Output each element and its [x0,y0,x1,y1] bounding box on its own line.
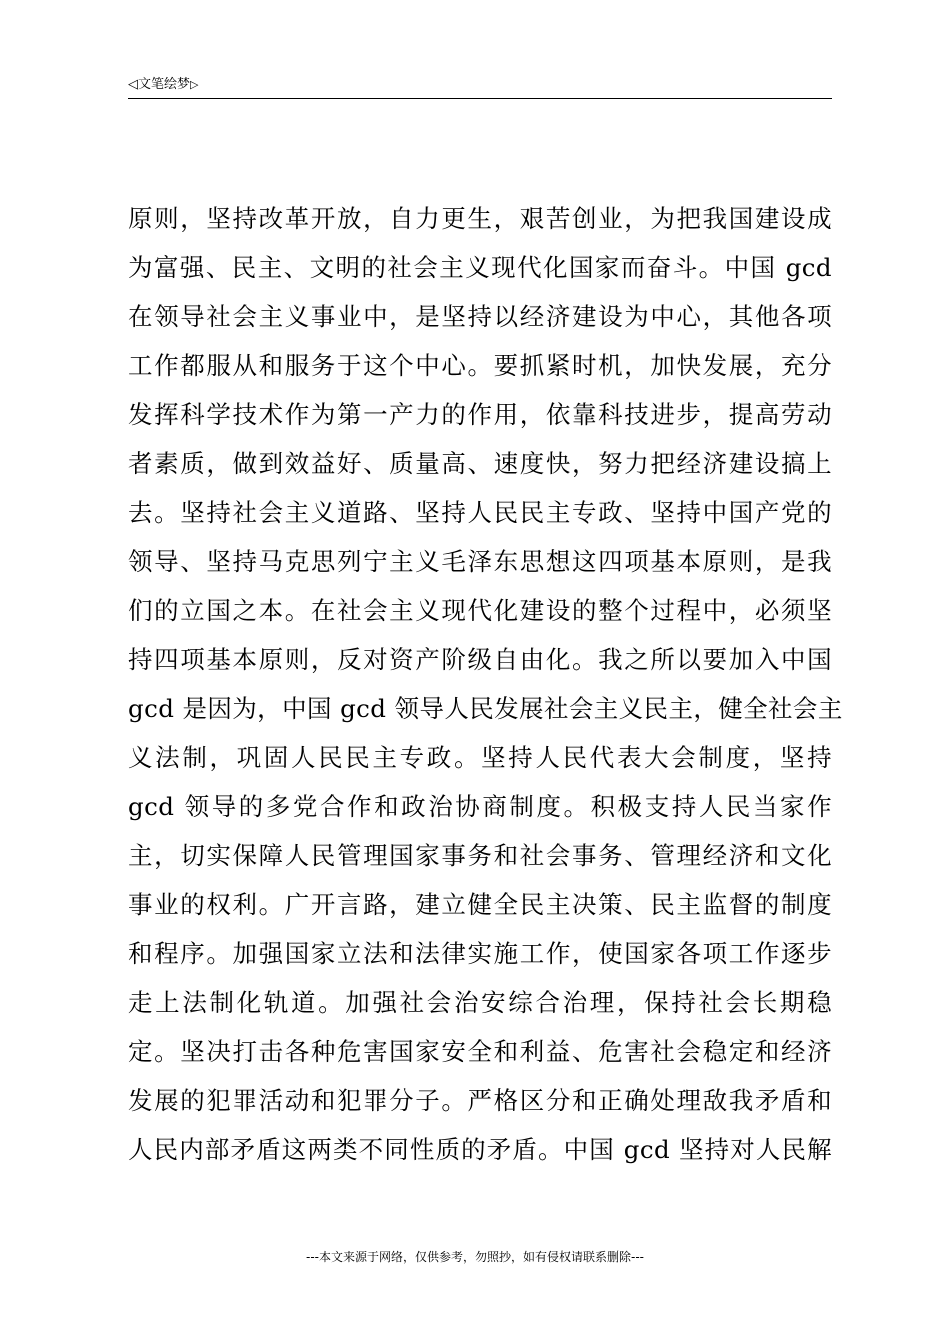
text-line: 定。坚决打击各种危害国家安全和利益、危害社会稳定和经济 [128,1037,832,1066]
text-line: 领导、坚持马克思列宁主义毛泽东思想这四项基本原则，是我 [128,547,832,576]
text-line: 人民内部矛盾这两类不同性质的矛盾。中国 gcd 坚持对人民解 [128,1135,832,1164]
body-paragraph [128,194,843,1174]
text-line: 原则，坚持改革开放，自力更生，艰苦创业，为把我国建设成 [128,204,832,233]
text-line: 义法制，巩固人民民主专政。坚持人民代表大会制度，坚持 [128,743,832,772]
text-line: 发展的犯罪活动和犯罪分子。严格区分和正确处理敌我矛盾和 [128,1086,832,1115]
text-line: 发挥科学技术作为第一产力的作用，依靠科技进步，提高劳动 [128,400,832,429]
text-line: 为富强、民主、文明的社会主义现代化国家而奋斗。中国 gcd [128,253,832,282]
text-line: 在领导社会主义事业中，是坚持以经济建设为中心，其他各项 [128,302,832,331]
header-title: 文笔绘梦 [138,77,191,92]
page-header [128,76,832,99]
left-triangle-icon: ◁ [128,77,138,92]
text-line: 主，切实保障人民管理国家事务和社会事务、管理经济和文化 [128,841,832,870]
text-line: 们的立国之本。在社会主义现代化建设的整个过程中，必须坚 [128,596,832,625]
text-line: 工作都服从和服务于这个中心。要抓紧时机，加快发展，充分 [128,351,832,380]
page-footer-disclaimer: ---本文来源于网络，仅供参考，勿照抄，如有侵权请联系删除--- [306,1250,644,1264]
text-line: 持四项基本原则，反对资产阶级自由化。我之所以要加入中国 [128,645,832,674]
text-line: gcd 是因为，中国 gcd 领导人民发展社会主义民主，健全社会主 [128,694,843,723]
text-line: gcd 领导的多党合作和政治协商制度。积极支持人民当家作 [128,792,832,821]
right-triangle-icon: ▷ [190,78,199,91]
text-line: 走上法制化轨道。加强社会治安综合治理，保持社会长期稳 [128,988,832,1017]
text-line: 者素质，做到效益好、质量高、速度快，努力把经济建设搞上 [128,449,832,478]
text-line: 和程序。加强国家立法和法律实施工作，使国家各项工作逐步 [128,939,832,968]
text-line: 事业的权利。广开言路，建立健全民主决策、民主监督的制度 [128,890,832,919]
text-line: 去。坚持社会主义道路、坚持人民民主专政、坚持中国产党的 [128,498,832,527]
